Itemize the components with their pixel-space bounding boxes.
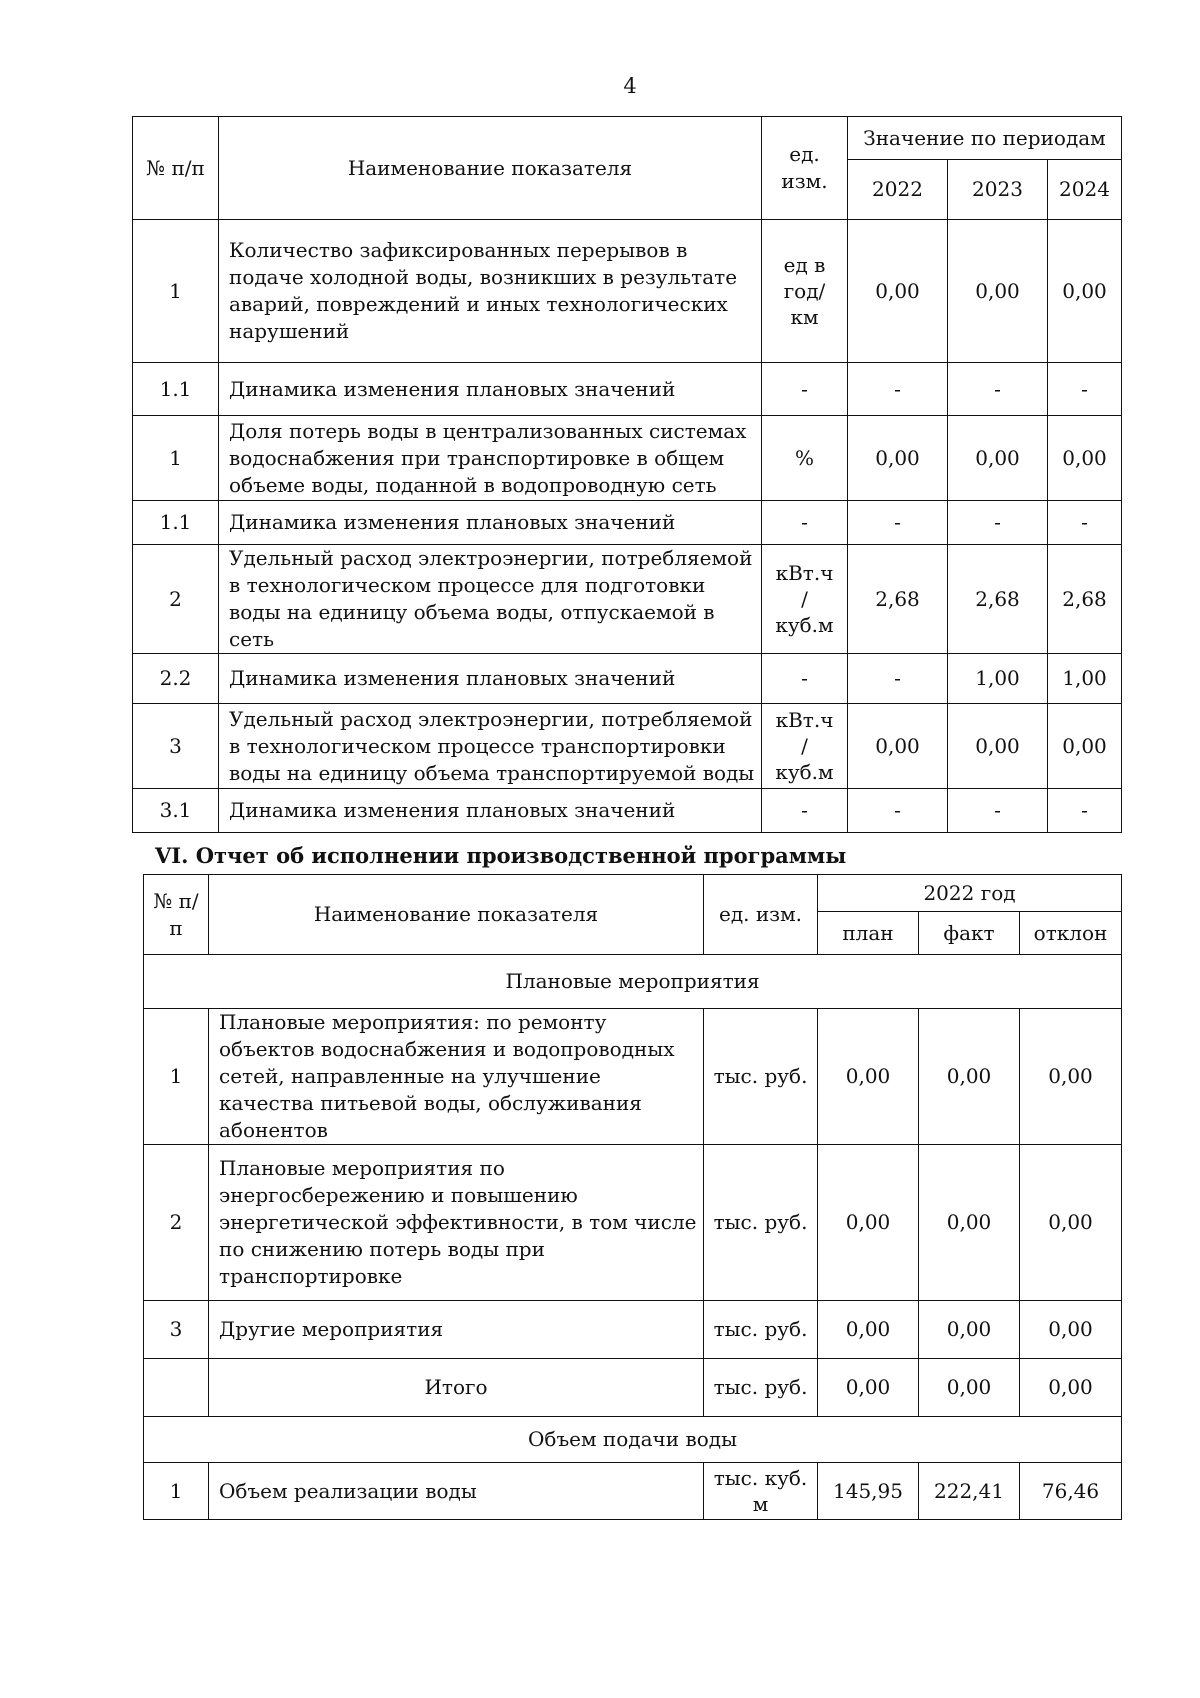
row-name: Плановые мероприятия по энергосбережению и повышению энергетической эффективности, в том числе по снижению потерь воды при транспортировке bbox=[209, 1145, 704, 1301]
row-value: - bbox=[948, 363, 1048, 416]
row-value: 2,68 bbox=[1048, 545, 1122, 654]
row-value: - bbox=[1048, 789, 1122, 833]
row-num: 3 bbox=[133, 704, 219, 789]
row-value: 0,00 bbox=[1048, 220, 1122, 363]
row-value: 2,68 bbox=[948, 545, 1048, 654]
row-name: Динамика изменения плановых значений bbox=[219, 654, 762, 704]
group-header-planned-activities: Плановые мероприятия bbox=[144, 955, 1122, 1009]
row-num: 2 bbox=[144, 1145, 209, 1301]
row-value: 0,00 bbox=[948, 220, 1048, 363]
section-title: VI. Отчет об исполнении производственной программы bbox=[155, 843, 847, 868]
row-value: - bbox=[1048, 363, 1122, 416]
row-name: Удельный расход электроэнергии, потребляемой в технологическом процессе для подготовки воды на единицу объема воды, отпускаемой в сеть bbox=[219, 545, 762, 654]
header-year-2022: 2022 bbox=[848, 160, 948, 220]
row-value: 0,00 bbox=[818, 1145, 919, 1301]
row-unit: ед в год/ км bbox=[762, 220, 848, 363]
table-row bbox=[144, 1009, 1122, 1145]
row-num: 1 bbox=[133, 416, 219, 501]
row-value: 0,00 bbox=[1020, 1145, 1122, 1301]
table-row bbox=[144, 1463, 1122, 1520]
table-row bbox=[133, 501, 1122, 545]
row-value: 0,00 bbox=[848, 704, 948, 789]
row-value: 76,46 bbox=[1020, 1463, 1122, 1520]
table-row bbox=[133, 704, 1122, 789]
row-value: - bbox=[848, 363, 948, 416]
row-value: 0,00 bbox=[1020, 1009, 1122, 1145]
row-unit: кВт.ч / куб.м bbox=[762, 704, 848, 789]
header-plan: план bbox=[818, 912, 919, 955]
header-fact: факт bbox=[919, 912, 1020, 955]
row-value: 2,68 bbox=[848, 545, 948, 654]
header-unit: ед. изм. bbox=[762, 117, 848, 220]
total-row bbox=[144, 1359, 1122, 1417]
group-header-water-supply-volume: Объем подачи воды bbox=[144, 1417, 1122, 1463]
page-number: 4 bbox=[623, 74, 637, 98]
row-name: Другие мероприятия bbox=[209, 1301, 704, 1359]
header-name: Наименование показателя bbox=[209, 875, 704, 955]
row-value: 1,00 bbox=[948, 654, 1048, 704]
header-num: № п/п bbox=[133, 117, 219, 220]
row-unit: - bbox=[762, 789, 848, 833]
row-value: 0,00 bbox=[948, 704, 1048, 789]
header-unit: ед. изм. bbox=[704, 875, 818, 955]
row-num: 1 bbox=[144, 1009, 209, 1145]
table-row bbox=[133, 416, 1122, 501]
row-name: Динамика изменения плановых значений bbox=[219, 501, 762, 545]
row-unit: тыс. руб. bbox=[704, 1359, 818, 1417]
table-row bbox=[133, 545, 1122, 654]
row-name: Количество зафиксированных перерывов в подаче холодной воды, возникших в результате аварий, повреждений и иных технологических нарушений bbox=[219, 220, 762, 363]
row-value: 0,00 bbox=[919, 1359, 1020, 1417]
row-value: 0,00 bbox=[818, 1009, 919, 1145]
header-year-2023: 2023 bbox=[948, 160, 1048, 220]
table-row bbox=[144, 1301, 1122, 1359]
row-value: - bbox=[948, 501, 1048, 545]
table-row bbox=[133, 220, 1122, 363]
row-value: 0,00 bbox=[1048, 704, 1122, 789]
row-name: Динамика изменения плановых значений bbox=[219, 363, 762, 416]
row-value: 1,00 bbox=[1048, 654, 1122, 704]
row-value: - bbox=[1048, 501, 1122, 545]
row-value: 0,00 bbox=[1048, 416, 1122, 501]
row-value: - bbox=[848, 789, 948, 833]
row-value: 0,00 bbox=[848, 220, 948, 363]
indicators-table bbox=[132, 116, 1122, 833]
row-name: Удельный расход электроэнергии, потребляемой в технологическом процессе транспортировки воды на единицу объема транспортируемой воды bbox=[219, 704, 762, 789]
row-unit: кВт.ч / куб.м bbox=[762, 545, 848, 654]
row-name: Плановые мероприятия: по ремонту объектов водоснабжения и водопроводных сетей, направленные на улучшение качества питьевой воды, обслуживания абонентов bbox=[209, 1009, 704, 1145]
row-value: 0,00 bbox=[1020, 1359, 1122, 1417]
row-unit: - bbox=[762, 501, 848, 545]
row-num: 1 bbox=[133, 220, 219, 363]
row-num: 2.2 bbox=[133, 654, 219, 704]
row-num: 3 bbox=[144, 1301, 209, 1359]
row-value: 145,95 bbox=[818, 1463, 919, 1520]
row-unit: тыс. руб. bbox=[704, 1301, 818, 1359]
row-value: 0,00 bbox=[818, 1359, 919, 1417]
header-year: 2022 год bbox=[818, 875, 1122, 912]
row-value: 222,41 bbox=[919, 1463, 1020, 1520]
row-unit: тыс. куб. м bbox=[704, 1463, 818, 1520]
row-num: 2 bbox=[133, 545, 219, 654]
row-value: - bbox=[948, 789, 1048, 833]
row-num: 1 bbox=[144, 1463, 209, 1520]
row-num bbox=[144, 1359, 209, 1417]
row-value: - bbox=[848, 654, 948, 704]
total-label: Итого bbox=[209, 1359, 704, 1417]
table-row bbox=[144, 1145, 1122, 1301]
table-row bbox=[133, 654, 1122, 704]
row-value: 0,00 bbox=[919, 1009, 1020, 1145]
row-num: 1.1 bbox=[133, 363, 219, 416]
row-num: 3.1 bbox=[133, 789, 219, 833]
row-unit: % bbox=[762, 416, 848, 501]
row-value: 0,00 bbox=[919, 1301, 1020, 1359]
row-name: Объем реализации воды bbox=[209, 1463, 704, 1520]
table-row bbox=[133, 363, 1122, 416]
header-periods: Значение по периодам bbox=[848, 117, 1122, 160]
row-value: - bbox=[848, 501, 948, 545]
header-deviation: отклон bbox=[1020, 912, 1122, 955]
header-year-2024: 2024 bbox=[1048, 160, 1122, 220]
header-name: Наименование показателя bbox=[219, 117, 762, 220]
row-value: 0,00 bbox=[919, 1145, 1020, 1301]
row-value: 0,00 bbox=[948, 416, 1048, 501]
row-unit: - bbox=[762, 654, 848, 704]
row-value: 0,00 bbox=[1020, 1301, 1122, 1359]
row-num: 1.1 bbox=[133, 501, 219, 545]
row-value: 0,00 bbox=[848, 416, 948, 501]
row-name: Доля потерь воды в централизованных системах водоснабжения при транспортировке в общем объеме воды, поданной в водопроводную сеть bbox=[219, 416, 762, 501]
row-unit: тыс. руб. bbox=[704, 1145, 818, 1301]
row-unit: тыс. руб. bbox=[704, 1009, 818, 1145]
row-name: Динамика изменения плановых значений bbox=[219, 789, 762, 833]
row-unit: - bbox=[762, 363, 848, 416]
table-row bbox=[133, 789, 1122, 833]
row-value: 0,00 bbox=[818, 1301, 919, 1359]
program-report-table bbox=[143, 874, 1122, 1520]
header-num: № п/п bbox=[144, 875, 209, 955]
